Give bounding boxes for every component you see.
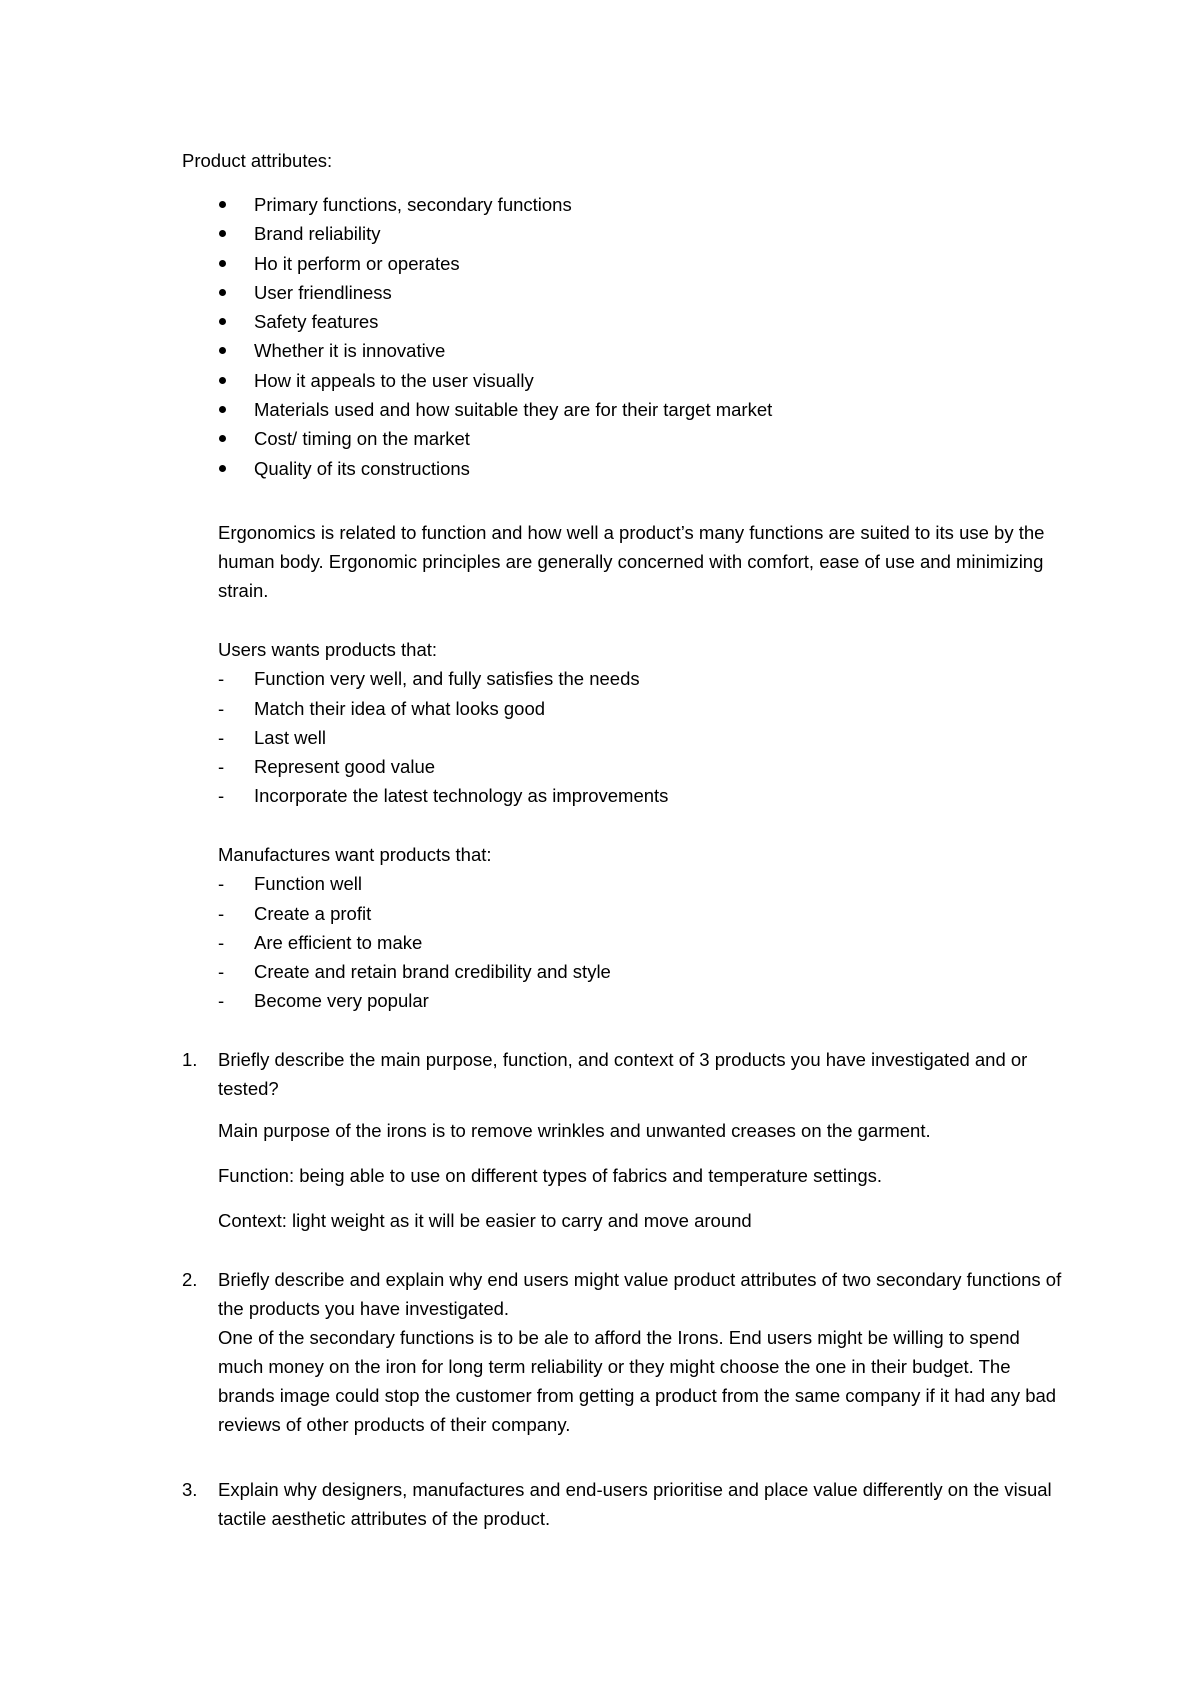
list-item: Cost/ timing on the market xyxy=(182,424,772,453)
question-3 xyxy=(182,1475,1062,1533)
answer-purpose: Main purpose of the irons is to remove wrinkles and unwanted creases on the garment. xyxy=(218,1120,931,1141)
question-number: 1. xyxy=(182,1049,198,1070)
dash-icon: - xyxy=(218,873,225,895)
bullet-icon xyxy=(219,318,226,325)
manufactures-want-heading: Manufactures want products that: xyxy=(218,844,492,865)
list-item: Quality of its constructions xyxy=(182,454,772,483)
list-item: Primary functions, secondary functions xyxy=(182,190,772,219)
list-item: - Are efficient to make xyxy=(218,928,611,957)
dash-icon: - xyxy=(218,785,225,807)
bullet-icon xyxy=(219,465,226,472)
bullet-icon xyxy=(219,377,226,384)
bullet-icon xyxy=(219,406,226,413)
dash-icon: - xyxy=(218,756,225,778)
list-item: User friendliness xyxy=(182,278,772,307)
list-item: - Create and retain brand credibility and style xyxy=(218,957,611,986)
users-wants-heading: Users wants products that: xyxy=(218,639,438,660)
question-2 xyxy=(182,1265,1062,1439)
question-number: 3. xyxy=(182,1479,198,1500)
dash-icon: - xyxy=(218,961,225,983)
bullet-icon xyxy=(219,260,226,267)
question-1 xyxy=(182,1045,1062,1235)
question-number: 2. xyxy=(182,1269,198,1290)
list-item: Whether it is innovative xyxy=(182,336,772,365)
ergonomics-paragraph: Ergonomics is related to function and how well a product’s many functions are suited to its use by the human body. Ergonomic principles are generally concerned with comfort, ease of use and minimizing strain. xyxy=(218,522,1045,601)
bullet-icon xyxy=(219,289,226,296)
product-attributes-heading: Product attributes: xyxy=(182,150,333,171)
list-item: Ho it perform or operates xyxy=(182,249,772,278)
question-text: Briefly describe and explain why end users might value product attributes of two secondary functions of the products you have investigated. xyxy=(218,1269,1062,1319)
dash-icon: - xyxy=(218,697,225,719)
bullet-icon xyxy=(219,435,226,442)
list-item: - Function very well, and fully satisfies the needs xyxy=(218,664,668,693)
list-item: - Last well xyxy=(218,723,668,752)
bullet-icon xyxy=(219,201,226,208)
list-item: - Match their idea of what looks good xyxy=(218,694,668,723)
attributes-list xyxy=(182,190,772,483)
list-item: Brand reliability xyxy=(182,219,772,248)
dash-icon: - xyxy=(218,668,225,690)
list-item: Safety features xyxy=(182,307,772,336)
bullet-icon xyxy=(219,230,226,237)
list-item: How it appeals to the user visually xyxy=(182,366,772,395)
dash-icon: - xyxy=(218,726,225,748)
answer-text: One of the secondary functions is to be ale to afford the Irons. End users might be willing to spend much money on the iron for long term reliability or they might choose the one in their budget. The brands image could stop the customer from getting a product from the same company if it had any bad reviews of other products of their company. xyxy=(218,1327,1057,1435)
question-text: Explain why designers, manufactures and end-users prioritise and place value differently on the visual tactile aesthetic attributes of the product. xyxy=(218,1479,1052,1529)
dash-icon: - xyxy=(218,931,225,953)
dash-icon: - xyxy=(218,902,225,924)
list-item: - Function well xyxy=(218,869,611,898)
list-item: - Represent good value xyxy=(218,752,668,781)
answer-function: Function: being able to use on different types of fabrics and temperature settings. xyxy=(218,1165,883,1186)
users-wants-list xyxy=(218,664,668,810)
manufactures-want-list xyxy=(218,869,611,1015)
list-item: - Create a profit xyxy=(218,899,611,928)
dash-icon: - xyxy=(218,990,225,1012)
manufactures-want-section xyxy=(218,840,611,1016)
list-item: - Incorporate the latest technology as improvements xyxy=(218,781,668,810)
answer-context: Context: light weight as it will be easier to carry and move around xyxy=(218,1210,752,1231)
question-text: Briefly describe the main purpose, function, and context of 3 products you have investigated and or tested? xyxy=(218,1049,1028,1099)
list-item: Materials used and how suitable they are for their target market xyxy=(182,395,772,424)
bullet-icon xyxy=(219,347,226,354)
users-wants-section xyxy=(218,635,668,811)
list-item: - Become very popular xyxy=(218,986,611,1015)
